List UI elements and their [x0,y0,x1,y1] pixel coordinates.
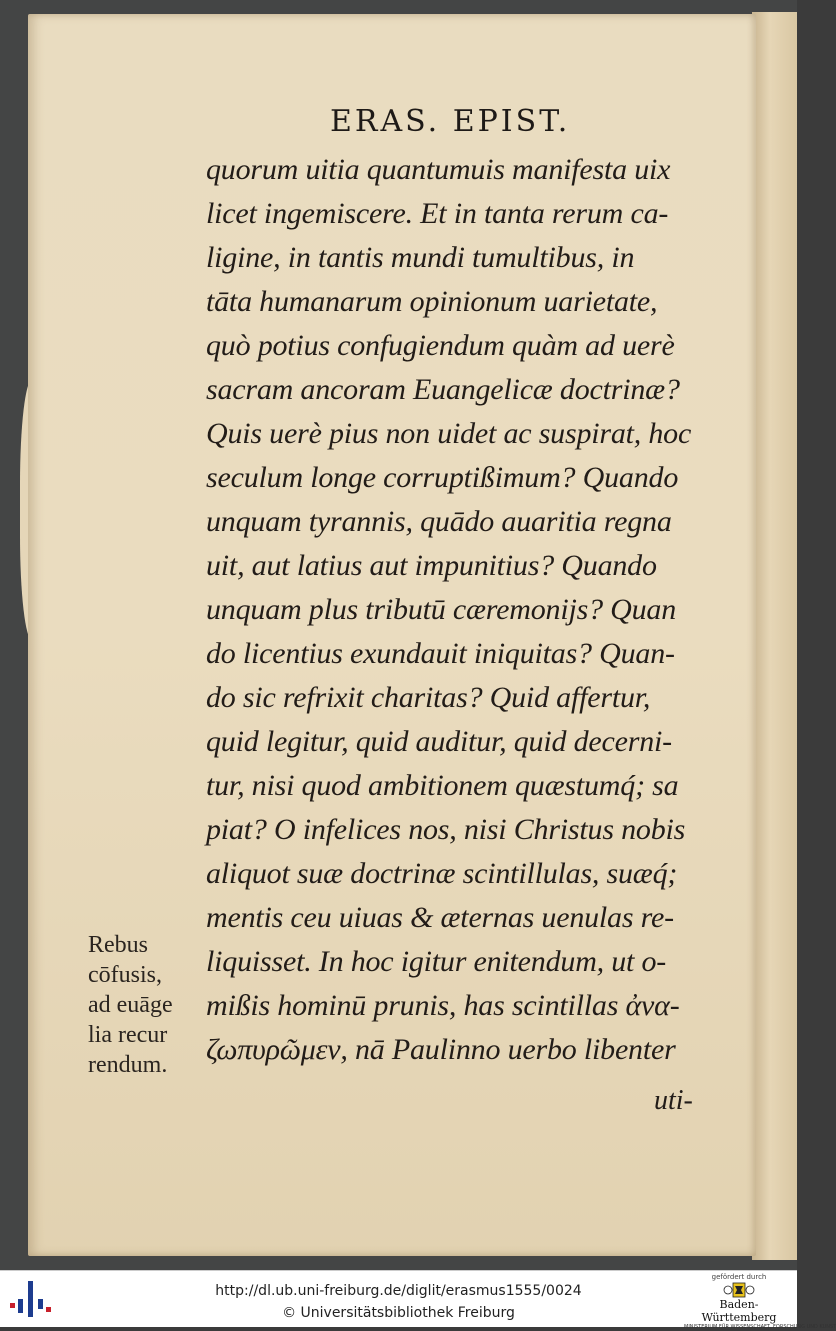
sponsor-block [684,1273,836,1330]
marginal-note-line: rendum. [88,1052,168,1078]
sponsor-ministry: MINISTERIUM FÜR WISSENSCHAFT, FORSCHUNG UND KUNST [684,1324,836,1330]
text-line: tur, nisi quod ambitionem quæstumq́; sa [206,769,679,802]
text-line: quò potius confugiendum quàm ad uerè [206,329,675,362]
text-line: mißis hominū prunis, has scintillas ἀνα- [206,989,680,1022]
state-crest-icon [721,1282,757,1298]
text-line: unquam tyrannis, quādo auaritia regna [206,505,672,538]
text-line: do sic refrixit charitas? Quid affertur, [206,681,651,714]
text-line: tāta humanarum opinionum uarietate, [206,285,658,318]
marginal-note [88,930,203,1080]
sponsor-caption: gefördert durch [711,1273,767,1281]
facing-page-edge [752,12,797,1260]
text-line: piat? O infelices nos, nisi Christus nobis [206,813,686,846]
text-line: ζωπυρῶμεν, nā Paulinno uerbo libenter [206,1033,676,1066]
text-line: unquam plus tributū cæremonijs? Quan [206,593,677,626]
marginal-note-line: cōfusis, [88,962,162,988]
text-line: uit, aut latius aut impunitius? Quando [206,549,657,582]
text-line: mentis ceu uiuas & æternas uenulas re- [206,901,674,934]
sponsor-name: Baden-Württemberg [701,1298,777,1324]
viewer-footer [0,1270,836,1330]
catchword: uti- [654,1085,693,1116]
text-line: ligine, in tantis mundi tumultibus, in [206,241,635,274]
text-line: licet ingemiscere. Et in tanta rerum ca- [206,197,669,230]
text-line: quid legitur, quid auditur, quid decerni- [206,725,672,758]
text-line: aliquot suæ doctrinæ scintillulas, suæq́; [206,857,678,890]
text-line: sacram ancoram Euangelicæ doctrinæ? [206,373,680,406]
marginal-note-line: Rebus [88,932,148,958]
permalink-url[interactable]: http://dl.ub.uni-freiburg.de/diglit/erasmus1555/0024 [215,1283,582,1299]
marginal-note-line: ad euāge [88,992,173,1018]
text-line: liquisset. In hoc igitur enitendum, ut o- [206,945,667,978]
marginal-note-line: lia recur [88,1022,168,1048]
running-head: ERAS. EPIST. [330,104,571,139]
text-line: do licentius exundauit iniquitas? Quan- [206,637,675,670]
text-line: quorum uitia quantumuis manifesta uix [206,153,671,186]
text-line: Quis uerè pius non uidet ac suspirat, hoc [206,417,692,450]
copyright-text: © Universitätsbibliothek Freiburg [282,1305,515,1321]
text-line: seculum longe corruptißimum? Quando [206,461,679,494]
